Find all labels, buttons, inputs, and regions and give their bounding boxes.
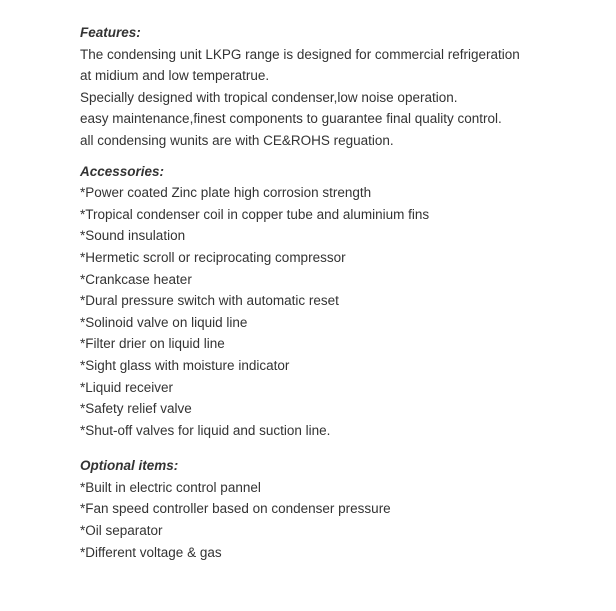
features-line: all condensing wunits are with CE&ROHS reguation.	[80, 132, 394, 148]
optional-item: *Different voltage & gas	[80, 544, 222, 560]
product-description	[80, 22, 600, 563]
features-line: Specially designed with tropical condenser,low noise operation.	[80, 89, 458, 105]
optional-item: *Built in electric control pannel	[80, 479, 261, 495]
features-section	[80, 22, 600, 152]
accessories-item: *Safety relief valve	[80, 401, 192, 417]
accessories-item: *Dural pressure switch with automatic reset	[80, 293, 339, 309]
accessories-section	[80, 161, 600, 442]
features-heading: Features:	[80, 25, 141, 40]
accessories-item: *Crankcase heater	[80, 271, 192, 287]
features-line: easy maintenance,finest components to guarantee final quality control.	[80, 111, 502, 127]
accessories-item: *Solinoid valve on liquid line	[80, 314, 248, 330]
accessories-item: *Filter drier on liquid line	[80, 336, 225, 352]
optional-item: *Fan speed controller based on condenser pressure	[80, 501, 391, 517]
features-line: The condensing unit LKPG range is designed for commercial refrigeration	[80, 46, 520, 62]
accessories-item: *Sight glass with moisture indicator	[80, 357, 290, 373]
section-spacer	[80, 441, 600, 455]
accessories-item: *Liquid receiver	[80, 379, 174, 395]
accessories-heading: Accessories:	[80, 163, 165, 179]
optional-section	[80, 455, 600, 563]
accessories-item: *Hermetic scroll or reciprocating compressor	[80, 249, 346, 265]
accessories-item: *Power coated Zinc plate high corrosion strength	[80, 185, 372, 201]
optional-item: *Oil separator	[80, 523, 163, 539]
accessories-item: *Shut-off valves for liquid and suction line.	[80, 422, 331, 438]
optional-heading: Optional items:	[80, 458, 179, 474]
features-line: at midium and low temperatrue.	[80, 68, 270, 84]
accessories-item: *Sound insulation	[80, 228, 186, 244]
section-spacer	[80, 152, 600, 161]
accessories-item: *Tropical condenser coil in copper tube and aluminium fins	[80, 206, 430, 222]
